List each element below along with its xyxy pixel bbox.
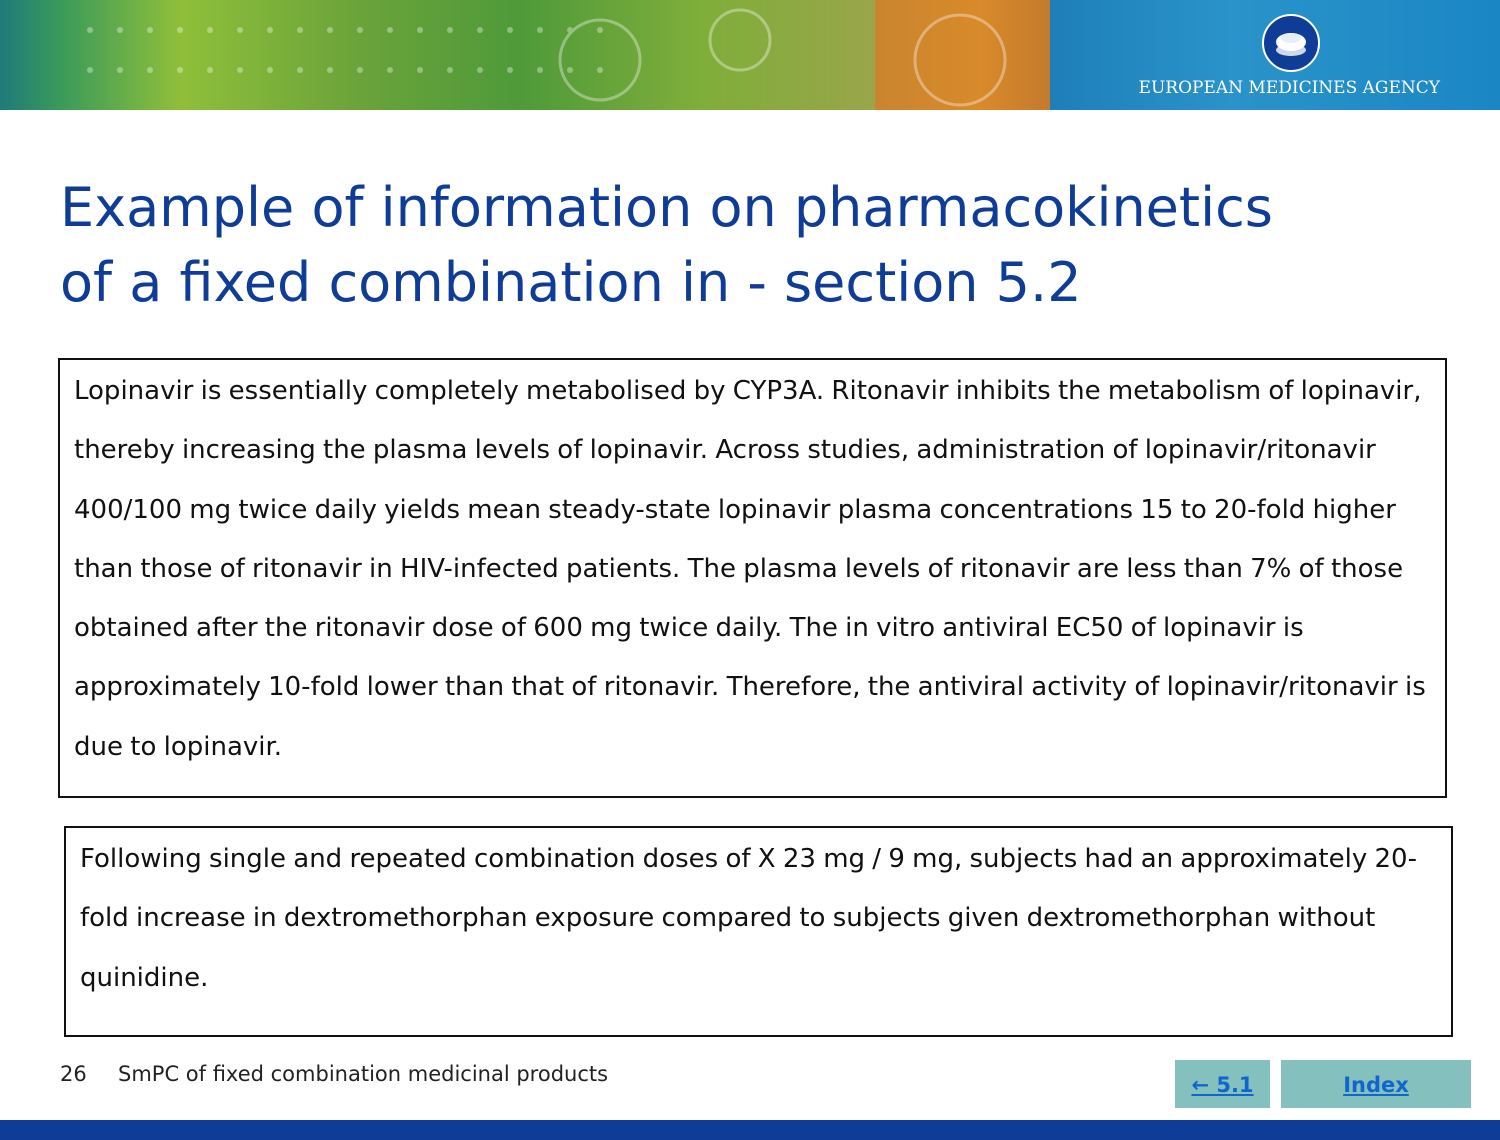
lopinavir-paragraph: Lopinavir is essentially completely metabolised by CYP3A. Ritonavir inhibits the metabolism of lopinavir, thereby increasing the plasma levels of lopinavir. Across studies, administration of lopinavir/ritonavir 400/100 mg twice daily yields mean steady-state lopinavir plasma concentrations 15 to 20-fold higher than those of ritonavir in HIV-infected patients. The plasma levels of ritonavir are less than 7% of those obtained after the ritonavir dose of 600 mg twice daily. The in vitro antiviral EC50 of lopinavir is approximately 10-fold lower than that of ritonavir. Therefore, the antiviral activity of lopinavir/ritonavir is due to lopinavir. [74,376,1426,762]
page-number: 26 [60,1062,87,1086]
title-line-2: of a fixed combination in - section 5.2 [60,251,1082,314]
ema-logo-icon [1262,14,1320,72]
title-line-1: Example of information on pharmacokinetics [60,176,1273,239]
page-title [60,170,1460,320]
bottom-bar [0,1120,1500,1140]
index-button[interactable]: Index [1281,1060,1471,1108]
footer [60,1062,608,1086]
dextromethorphan-paragraph: Following single and repeated combination doses of X 23 mg / 9 mg, subjects had an approximately 20-fold increase in dextromethorphan exposure compared to subjects given dextromethorphan without quinidine. [80,844,1417,993]
banner-pattern [0,0,1050,110]
dextromethorphan-text-box [64,826,1453,1037]
header-banner [0,0,1500,110]
pharmacokinetics-text-box [58,358,1447,798]
document-title: SmPC of fixed combination medicinal products [118,1062,609,1086]
previous-section-button[interactable]: ← 5.1 [1175,1060,1270,1108]
agency-name: EUROPEAN MEDICINES AGENCY [1138,78,1440,98]
